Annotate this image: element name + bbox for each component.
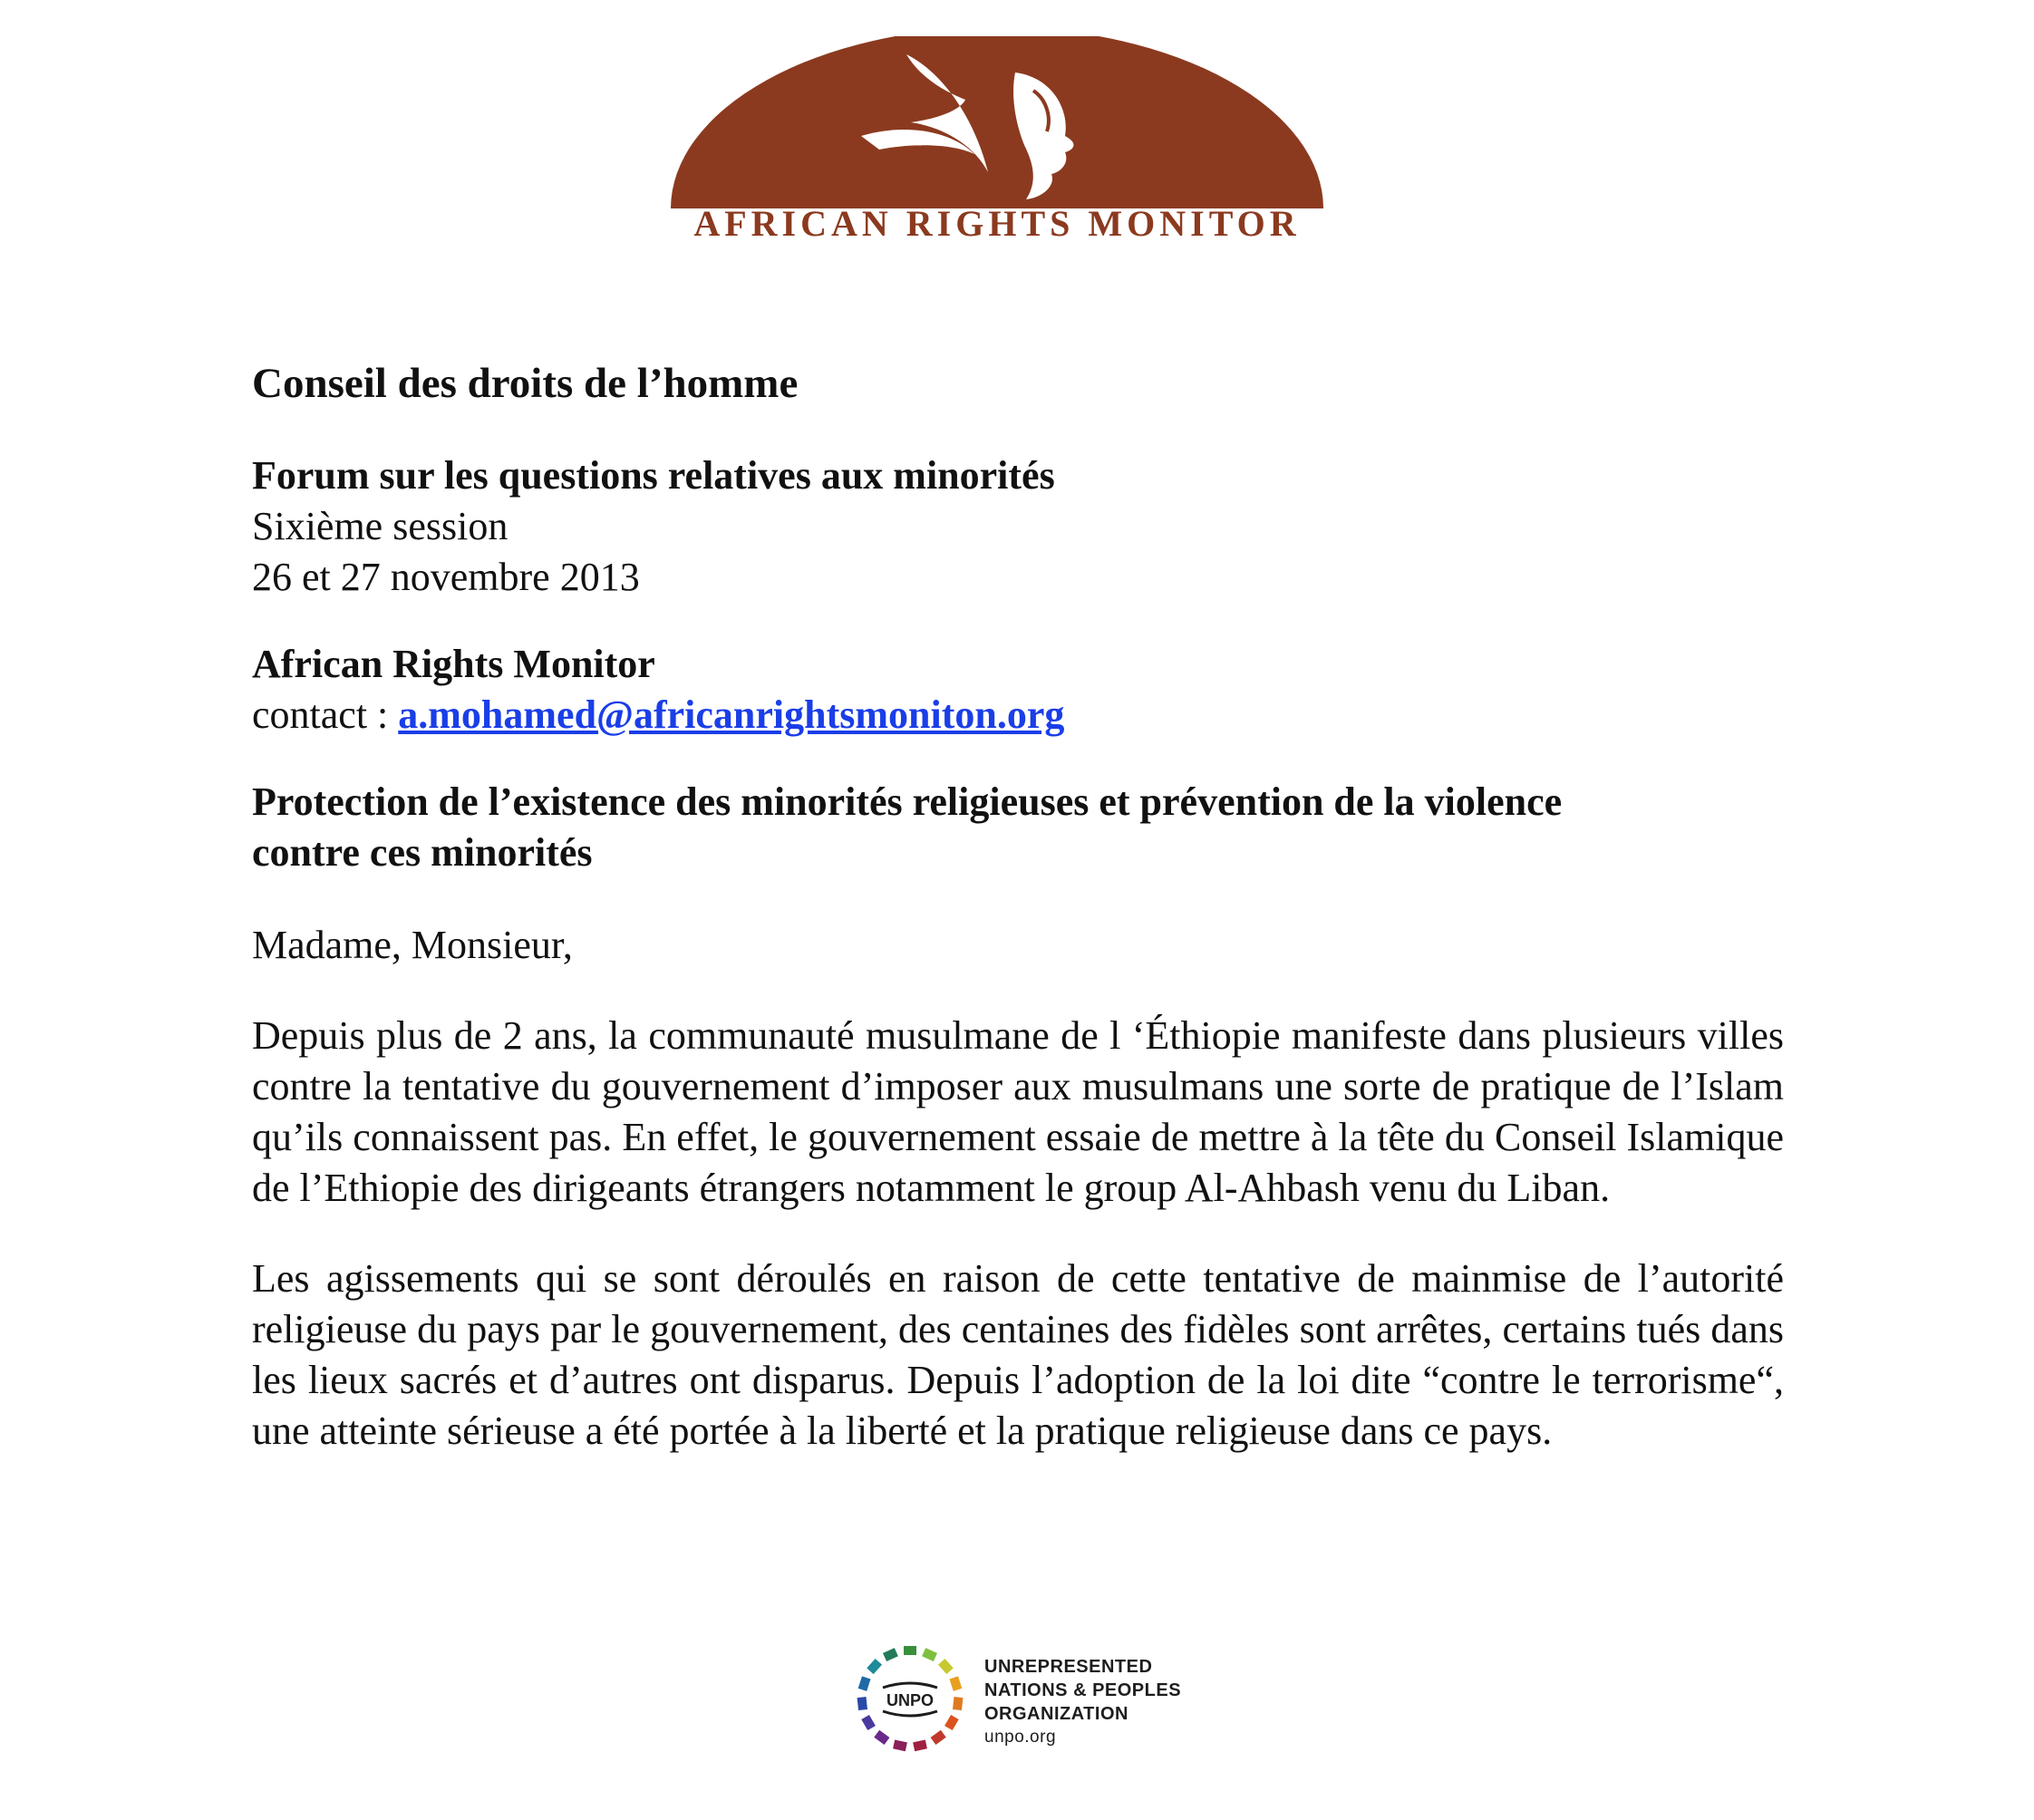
unpo-wordmark [984,1655,1181,1749]
contact-email-link[interactable]: a.mohamed@africanrightsmoniton.org [398,692,1065,737]
organization-name: African Rights Monitor [252,642,655,686]
paragraph-2: Les agissements qui se sont déroulés en raison de cette tentative de mainmise de l’autorité religieuse du pays par le gouvernement, des centaines des fidèles sont arrêtes, certains tués dans les lieux sacrés et d’autres ont disparus. Depuis l’adoption de la loi dite “contre le terrorisme“, une atteinte sérieuse a été portée à la liberté et la pratique religieuse dans ce pays. [252,1256,1784,1453]
paragraph-1: Depuis plus de 2 ans, la communauté musulmane de l ‘Éthiopie manifeste dans plusieurs villes contre la tentative du gouvernement d’imposer aux musulmans une sorte de pratique de l’Islam qu’ils connaissent pas. En effet, le gouvernement essaie de mettre à la tête du Conseil Islamique de l’Ethiopie des dirigeants étrangers notamment le group Al-Ahbash venu du Liban. [252,1013,1784,1210]
forum-title: Forum sur les questions relatives aux minorités [252,453,1055,498]
unpo-line-1: UNREPRESENTED [984,1657,1153,1677]
unpo-url: unpo.org [984,1728,1057,1747]
forum-block [252,450,1784,603]
unpo-line-3: ORGANIZATION [984,1704,1128,1724]
subject-line-2: contre ces minorités [252,830,593,875]
unpo-logo [850,1639,1249,1766]
organization-block [252,639,1784,741]
subject-heading [252,777,1784,878]
salutation: Madame, Monsieur, [252,923,573,967]
african-rights-monitor-logo [562,36,1432,245]
contact-label: contact : [252,692,389,737]
subject-line-1: Protection de l’existence des minorités religieuses et prévention de la violence [252,779,1563,824]
document-body [252,358,1784,1496]
forum-session: Sixième session [252,504,508,548]
unpo-badge-text: UNPO [886,1691,935,1709]
forum-dates: 26 et 27 novembre 2013 [252,555,640,599]
unpo-line-2: NATIONS & PEOPLES [984,1680,1182,1700]
document-title: Conseil des droits de l’homme [252,360,799,407]
logo-wordmark: AFRICAN RIGHTS MONITOR [693,203,1301,244]
contact-line [252,690,1784,741]
unpo-ring-icon [850,1639,977,1766]
